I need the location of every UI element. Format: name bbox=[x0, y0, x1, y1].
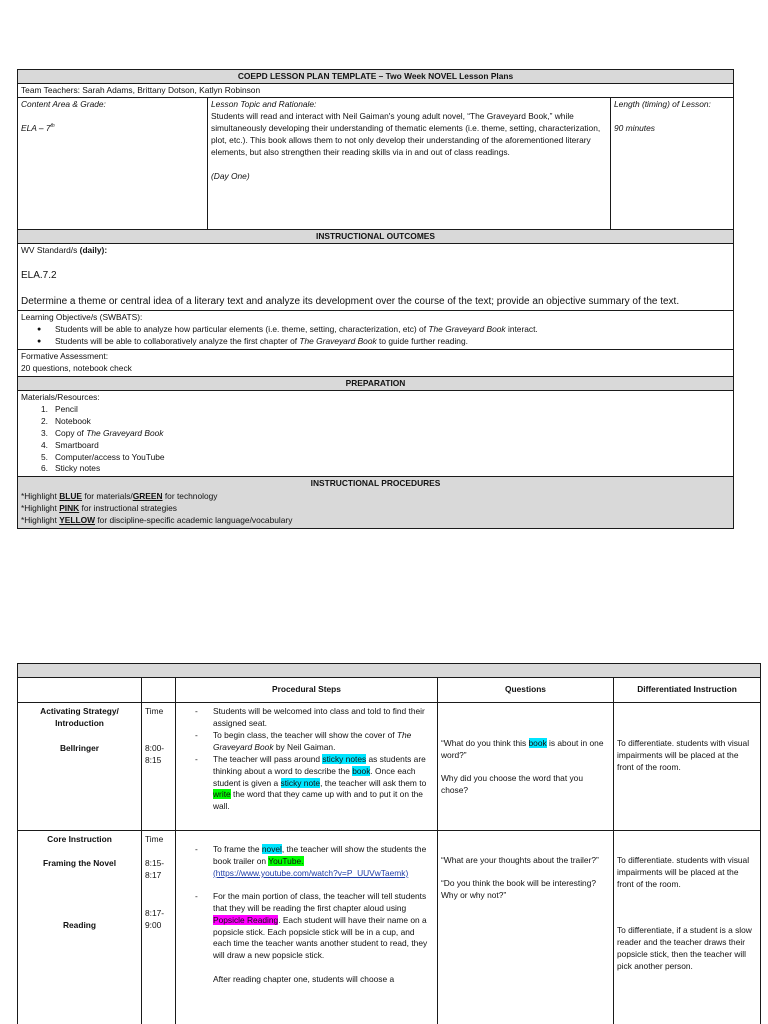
content-area-label: Content Area & Grade: bbox=[21, 99, 106, 109]
lesson-topic-text: Students will read and interact with Neil Gaiman's young adult novel, “The Graveyard Book,” while simultaneously developing their understanding of thematic elements (i.e. theme, setting, characterization, plot, etc.). This book allows them to not only develop their understanding of the aforementioned literary elements, but also strengthen their reading skills via in and out of class readings. bbox=[211, 110, 601, 157]
objective-item: ● Students will be able to collaboratively analyze the first chapter of The Graveyard Book to guide further reading. bbox=[55, 336, 730, 348]
preparation-header: PREPARATION bbox=[18, 376, 734, 390]
objectives-cell bbox=[18, 311, 734, 350]
question-item: “What are your thoughts about the trailer?” bbox=[441, 855, 599, 865]
wv-standards-label: WV Standard/s (daily): bbox=[21, 245, 108, 255]
outcomes-header: INSTRUCTIONAL OUTCOMES bbox=[18, 230, 734, 244]
activating-label: Activating Strategy/ Introduction bbox=[40, 706, 119, 728]
highlight-legend bbox=[18, 491, 733, 528]
material-item: 3. Copy of The Graveyard Book bbox=[41, 427, 164, 438]
steps-cell bbox=[176, 831, 438, 1024]
formative-assessment-cell bbox=[18, 350, 734, 377]
col-header-differentiated: Differentiated Instruction bbox=[614, 678, 761, 703]
material-item: 2. Notebook bbox=[41, 415, 91, 426]
question-item: “Do you think the book will be interesting? Why or why not?” bbox=[441, 877, 597, 900]
reading-time: 8:17-9:00 bbox=[145, 907, 165, 930]
framing-label: Framing the Novel bbox=[42, 857, 117, 868]
content-area-value: ELA – 7th bbox=[21, 122, 55, 133]
bellringer-label: Bellringer bbox=[59, 742, 100, 753]
team-teachers: Team Teachers: Sarah Adams, Brittany Dotson, Katlyn Robinson bbox=[18, 84, 734, 98]
steps-cell bbox=[176, 703, 438, 831]
step-continued: After reading chapter one, students will choose a bbox=[213, 974, 395, 985]
materials-cell bbox=[18, 390, 734, 476]
time-label: Time bbox=[145, 834, 164, 844]
lesson-plan-title: COEPD LESSON PLAN TEMPLATE – Two Week NOVEL Lesson Plans bbox=[18, 70, 734, 84]
highlight-note-pink: *Highlight PINK for instructional strategies bbox=[21, 503, 177, 514]
reading-label: Reading bbox=[62, 919, 97, 930]
differentiated-item: To differentiate. students with visual impairments will be placed at the front of the room. bbox=[617, 855, 750, 889]
time-label: Time bbox=[145, 706, 164, 716]
material-item: 1. Pencil bbox=[41, 403, 78, 414]
highlight-note-blue-green: *Highlight BLUE for materials/GREEN for technology bbox=[21, 491, 218, 502]
questions-cell bbox=[438, 831, 614, 1024]
materials-label: Materials/Resources: bbox=[21, 391, 100, 402]
blank-header-cell bbox=[142, 678, 176, 703]
material-item: 4. Smartboard bbox=[41, 439, 99, 450]
highlight-note-yellow: *Highlight YELLOW for discipline-specific academic language/vocabulary bbox=[21, 515, 293, 526]
differentiated-cell bbox=[614, 831, 761, 1024]
question-item: “What do you think this book is about in one word?” bbox=[441, 738, 604, 760]
lesson-topic-label: Lesson Topic and Rationale: bbox=[211, 99, 317, 109]
material-item: 5. Computer/access to YouTube bbox=[41, 451, 165, 462]
question-item: Why did you choose the word that you chose? bbox=[441, 772, 583, 795]
differentiated-cell bbox=[614, 703, 761, 831]
ela-code: ELA.7.2 bbox=[21, 269, 57, 281]
step-item: - For the main portion of class, the teacher will tell students that they will be reading the first chapter aloud using Popsicle Reading. Each student will have their name on a popsicle stick. Each popsicle stick will be in a cup, and each time the teacher wants another student to read, they will draw a new popsicle stick. bbox=[213, 891, 434, 963]
step-item: - To frame the novel, the teacher will show the students the book trailer on YouTube. (https://www.youtube.com/watch?v=P_UUVwTaemk) bbox=[213, 844, 434, 880]
formative-value: 20 questions, notebook check bbox=[21, 362, 132, 373]
content-area-cell bbox=[18, 98, 208, 230]
steps-list bbox=[179, 706, 434, 813]
framing-time: 8:15-8:17 bbox=[145, 857, 165, 880]
activating-strategy-cell bbox=[18, 703, 142, 831]
step-item: - To begin class, the teacher will show the cover of The Graveyard Book by Neil Gaiman. bbox=[213, 730, 434, 754]
lesson-plan-table bbox=[17, 69, 734, 529]
step-item: - Students will be welcomed into class and told to find their assigned seat. bbox=[213, 706, 434, 730]
objectives-list bbox=[21, 324, 730, 348]
core-instruction-label: Core Instruction bbox=[47, 834, 112, 844]
procedures-table bbox=[17, 663, 761, 1024]
youtube-link[interactable]: (https://www.youtube.com/watch?v=P_UUVwTaemk) bbox=[213, 867, 409, 878]
lesson-topic-cell bbox=[208, 98, 611, 230]
objective-item: ● Students will be able to analyze how particular elements (i.e. theme, setting, characterization, etc) of The Graveyard Book interact. bbox=[55, 324, 730, 336]
wv-standards-cell bbox=[18, 244, 734, 311]
procedures-header: INSTRUCTIONAL PROCEDURES bbox=[310, 478, 441, 489]
ela-standard-text: Determine a theme or central idea of a literary text and analyze its development over the course of the text; provide an objective summary of the text. bbox=[21, 296, 680, 308]
material-item: 6. Sticky notes bbox=[41, 463, 101, 474]
time-cell bbox=[142, 703, 176, 831]
time-cell bbox=[142, 831, 176, 1024]
procedures-cell bbox=[18, 477, 734, 529]
blank-header-cell bbox=[18, 678, 142, 703]
lesson-length-cell bbox=[611, 98, 734, 230]
procedures-top-bar bbox=[18, 664, 761, 678]
steps-list bbox=[179, 844, 434, 962]
step-item: - The teacher will pass around sticky notes as students are thinking about a word to describe the book. Once each student is given a sticky note, the teacher will ask them to write the word that they came up with and to put it on the wall. bbox=[213, 754, 434, 814]
bellringer-time: 8:00-8:15 bbox=[145, 742, 165, 765]
differentiated-item: To differentiate, if a student is a slow reader and the teacher draws their popsicle stick, then the teacher will pick another person. bbox=[617, 924, 752, 971]
questions-cell bbox=[438, 703, 614, 831]
core-instruction-cell bbox=[18, 831, 142, 1024]
lesson-length-value: 90 minutes bbox=[614, 122, 655, 133]
formative-label: Formative Assessment: bbox=[21, 351, 109, 362]
objectives-label: Learning Objective/s (SWBATS): bbox=[21, 312, 143, 323]
col-header-steps: Procedural Steps bbox=[176, 678, 438, 703]
lesson-length-label: Length (timing) of Lesson: bbox=[614, 99, 711, 109]
materials-list bbox=[21, 404, 730, 476]
col-header-questions: Questions bbox=[438, 678, 614, 703]
lesson-day: (Day One) bbox=[211, 170, 250, 181]
differentiated-item: To differentiate. students with visual impairments will be placed at the front of the room. bbox=[617, 738, 750, 772]
